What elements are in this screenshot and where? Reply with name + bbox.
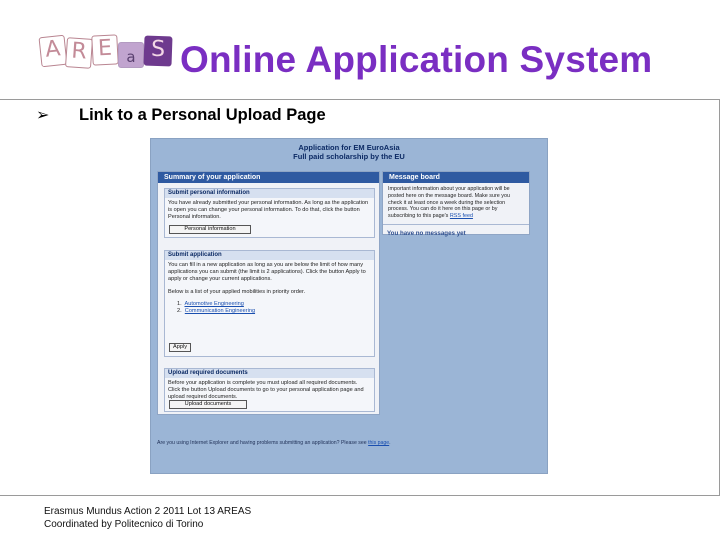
submit-application-heading: Submit application bbox=[165, 251, 374, 260]
page-title: Online Application System bbox=[180, 39, 653, 80]
personal-info-text: You have already submitted your personal information. As long as the application is open you can change your personal information. To do that, click the button Personal information. bbox=[168, 200, 369, 221]
upload-documents-heading: Upload required documents bbox=[165, 369, 374, 378]
submit-application-text: You can fill in a new application as long as you are below the limit of how many applications you can submit (the limit is 2 applications). Click the button Apply to apply or change your current applications. bbox=[168, 262, 366, 283]
footer-line-2: Coordinated by Politecnico di Torino bbox=[44, 518, 204, 530]
app-footer-note: Are you using Internet Explorer and having problems submitting an application? Please see this page. bbox=[157, 440, 391, 446]
list-item bbox=[177, 301, 371, 308]
footer-line-1: Erasmus Mundus Action 2 2011 Lot 13 AREAS bbox=[44, 506, 252, 517]
summary-panel bbox=[157, 171, 380, 415]
logo-tile-a-small: a bbox=[118, 42, 144, 68]
submit-application-section bbox=[164, 250, 375, 357]
mobilities-intro: Below is a list of your applied mobilities in priority order. bbox=[168, 288, 306, 295]
app-header bbox=[151, 139, 547, 161]
upload-documents-button[interactable]: Upload documents bbox=[169, 400, 247, 409]
app-header-title: Application for EM EuroAsia bbox=[298, 143, 400, 152]
rss-feed-link[interactable]: RSS feed bbox=[449, 213, 473, 220]
logo-tile-s: S bbox=[143, 36, 172, 67]
mobility-number: 2. bbox=[177, 308, 182, 315]
mobility-list bbox=[165, 296, 374, 315]
list-item bbox=[177, 308, 371, 315]
personal-info-heading: Submit personal information bbox=[165, 189, 374, 198]
ie-help-link[interactable]: this page bbox=[368, 440, 390, 446]
no-messages-text: You have no messages yet bbox=[383, 224, 529, 237]
mobility-number: 1. bbox=[177, 300, 182, 307]
mobility-link[interactable]: Communication Engineering bbox=[184, 308, 256, 315]
upload-documents-section bbox=[164, 368, 375, 412]
message-board-text bbox=[383, 183, 529, 220]
app-header-subtitle: Full paid scholarship by the EU bbox=[293, 152, 405, 161]
message-board-info: Important information about your application will be posted here on the message board. Make sure you check it at least once a week during the selection process. You can do it here on this page or by subscribing to this page's bbox=[388, 186, 510, 220]
ie-help-text: Are you using Internet Explorer and having problems submitting an application? Please see bbox=[157, 440, 367, 446]
application-screenshot bbox=[150, 138, 548, 474]
mobility-link[interactable]: Automotive Engineering bbox=[184, 300, 244, 307]
slide-footer bbox=[44, 506, 251, 531]
logo-tile-r: R bbox=[65, 37, 93, 69]
logo-tile-e: E bbox=[91, 34, 119, 65]
message-board-panel bbox=[382, 171, 530, 235]
upload-documents-text: Before your application is complete you must upload all required documents. Click the button Upload documents to go to your personal application page and upload required documents. bbox=[168, 380, 364, 401]
arrow-bullet-icon: ➢ bbox=[36, 105, 50, 124]
message-board-title: Message board bbox=[383, 172, 529, 183]
personal-information-button[interactable]: Personal information bbox=[169, 225, 251, 234]
apply-button[interactable]: Apply bbox=[169, 343, 191, 352]
bullet-text: Link to a Personal Upload Page bbox=[79, 106, 326, 124]
logo-tile-a: A bbox=[39, 35, 68, 68]
summary-panel-title: Summary of your application bbox=[158, 172, 379, 183]
personal-info-section bbox=[164, 188, 375, 238]
areas-logo bbox=[40, 32, 172, 72]
